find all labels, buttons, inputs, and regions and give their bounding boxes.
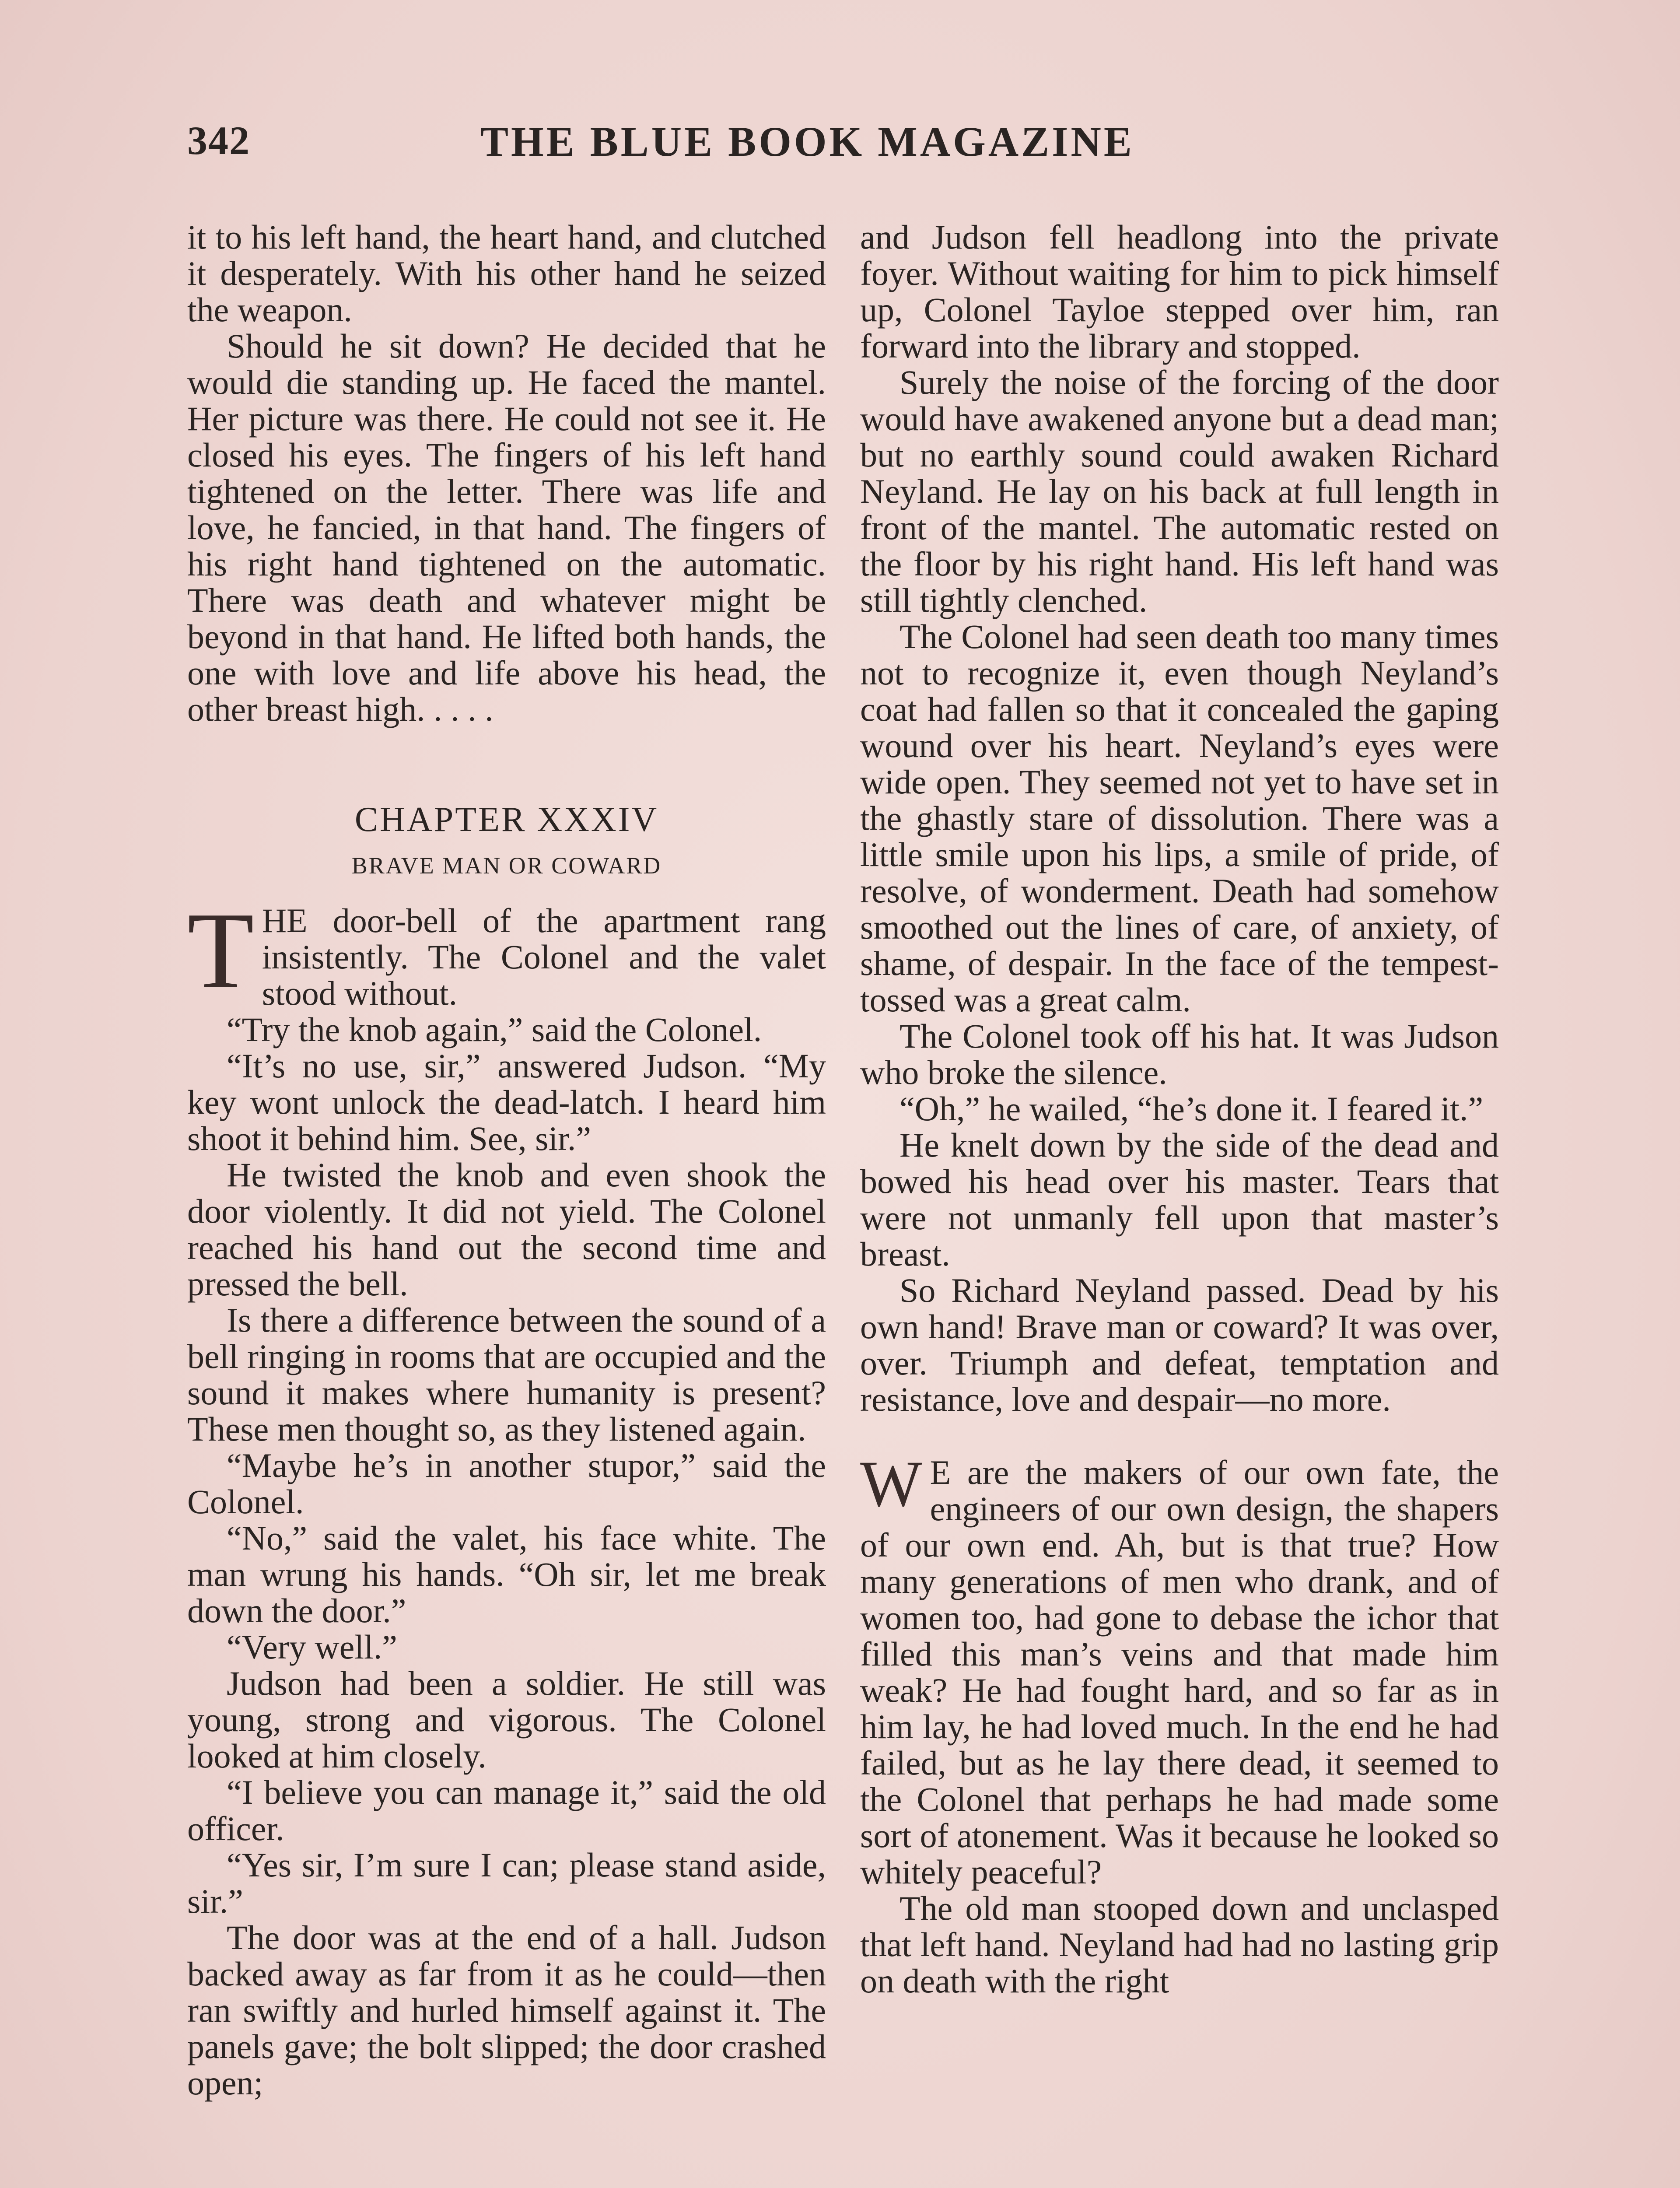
section-break <box>860 1417 1499 1454</box>
opening-text: HE door-bell of the apartment rang insistently. The Colonel and the valet stood without. <box>262 901 826 1012</box>
opening-text: E are the makers of our own fate, the engineers of our own design, the shapers of our own end. Ah, but is that true? How many generations of men who drank, and of women too, had gone to debase the ichor that filled this man’s veins and that made him weak? He had fought hard, and so far as in him lay, he had loved much. In the end he had failed, but as he lay there dead, it seemed to the Colonel that perhaps he had made some sort of atonement. Was it because he looked so whitely peaceful? <box>860 1453 1499 1891</box>
magazine-title: THE BLUE BOOK MAGAZINE <box>480 118 1134 165</box>
paragraph: “It’s no use, sir,” answered Judson. “My key wont unlock the dead-latch. I heard him shoot it behind him. See, sir.” <box>187 1047 826 1157</box>
page-number: 342 <box>187 118 250 163</box>
paragraph: “Yes sir, I’m sure I can; please stand aside, sir.” <box>187 1846 826 1920</box>
section-opening-paragraph <box>860 1448 1499 1891</box>
paragraph: it to his left hand, the heart hand, and clutched it desperately. With his other hand he seized the weapon. <box>187 218 826 329</box>
drop-cap: T <box>187 890 254 1011</box>
paragraph: and Judson fell headlong into the private foyer. Without waiting for him to pick himself up, Colonel Tayloe stepped over him, ran forward into the library and stopped. <box>860 218 1499 365</box>
paragraph: He knelt down by the side of the dead and bowed his head over his master. Tears that were not unmanly fell upon that master’s breast. <box>860 1126 1499 1273</box>
paragraph: “No,” said the valet, his face white. The man wrung his hands. “Oh sir, let me break down the door.” <box>187 1519 826 1630</box>
paragraph: So Richard Neyland passed. Dead by his own hand! Brave man or coward? It was over, over. Triumph and defeat, temptation and resistance, love and despair—no more. <box>860 1271 1499 1418</box>
paragraph: The Colonel took off his hat. It was Judson who broke the silence. <box>860 1017 1499 1091</box>
paragraph: “Very well.” <box>227 1628 397 1666</box>
left-column <box>187 219 826 2101</box>
chapter-heading: CHAPTER XXXIV <box>354 800 659 839</box>
paragraph: “Try the knob again,” said the Colonel. <box>227 1010 762 1048</box>
paragraph: Is there a difference between the sound of a bell ringing in rooms that are occupied and the sound it makes where humanity is present? These men thought so, as they listened again. <box>187 1301 826 1448</box>
paragraph: “Maybe he’s in another stupor,” said the Colonel. <box>187 1446 826 1521</box>
paragraph: The Colonel had seen death too many times not to recognize it, even though Neyland’s coat had fallen so that it concealed the gaping wound over his heart. Neyland’s eyes were wide open. They seemed not yet to have set in the ghastly stare of dissolution. There was a little smile upon his lips, a smile of pride, of resolve, of wonderment. Death had somehow smoothed out the lines of care, of anxiety, of shame, of despair. In the face of the tempest-tossed was a great calm. <box>860 617 1499 1019</box>
page-header <box>187 117 1495 174</box>
paragraph: Judson had been a soldier. He still was young, strong and vigorous. The Colonel looked at him closely. <box>187 1664 826 1775</box>
paragraph: “Oh,” he wailed, “he’s done it. I feared it.” <box>900 1090 1484 1128</box>
chapter-opening-paragraph <box>187 890 826 1012</box>
drop-cap: W <box>860 1448 922 1520</box>
right-column <box>860 219 1499 1999</box>
paragraph: Should he sit down? He decided that he would die standing up. He faced the mantel. Her picture was there. He could not see it. He closed his eyes. The fingers of his left hand tightened on the letter. There was life and love, he fancied, in that hand. The fingers of his right hand tightened on the automatic. There was death and whatever might be beyond in that hand. He lifted both hands, the one with love and life above his head, the other breast high. . . . . <box>187 327 826 728</box>
paragraph: Surely the noise of the forcing of the door would have awakened anyone but a dead man; but no earthly sound could awaken Richard Neyland. He lay on his back at full length in front of the mantel. The automatic rested on the floor by his right hand. His left hand was still tightly clenched. <box>860 363 1499 619</box>
paragraph: The door was at the end of a hall. Judson backed away as far from it as he could—then ran swiftly and hurled himself against it. The panels gave; the bolt slipped; the door crashed open; <box>187 1918 826 2102</box>
paragraph: The old man stooped down and unclasped that left hand. Neyland had had no lasting grip on death with the right <box>860 1889 1499 2000</box>
paragraph: “I believe you can manage it,” said the old officer. <box>187 1773 826 1848</box>
chapter-subtitle: BRAVE MAN OR COWARD <box>351 852 662 879</box>
paragraph: He twisted the knob and even shook the door violently. It did not yield. The Colonel reached his hand out the second time and pressed the bell. <box>187 1156 826 1303</box>
